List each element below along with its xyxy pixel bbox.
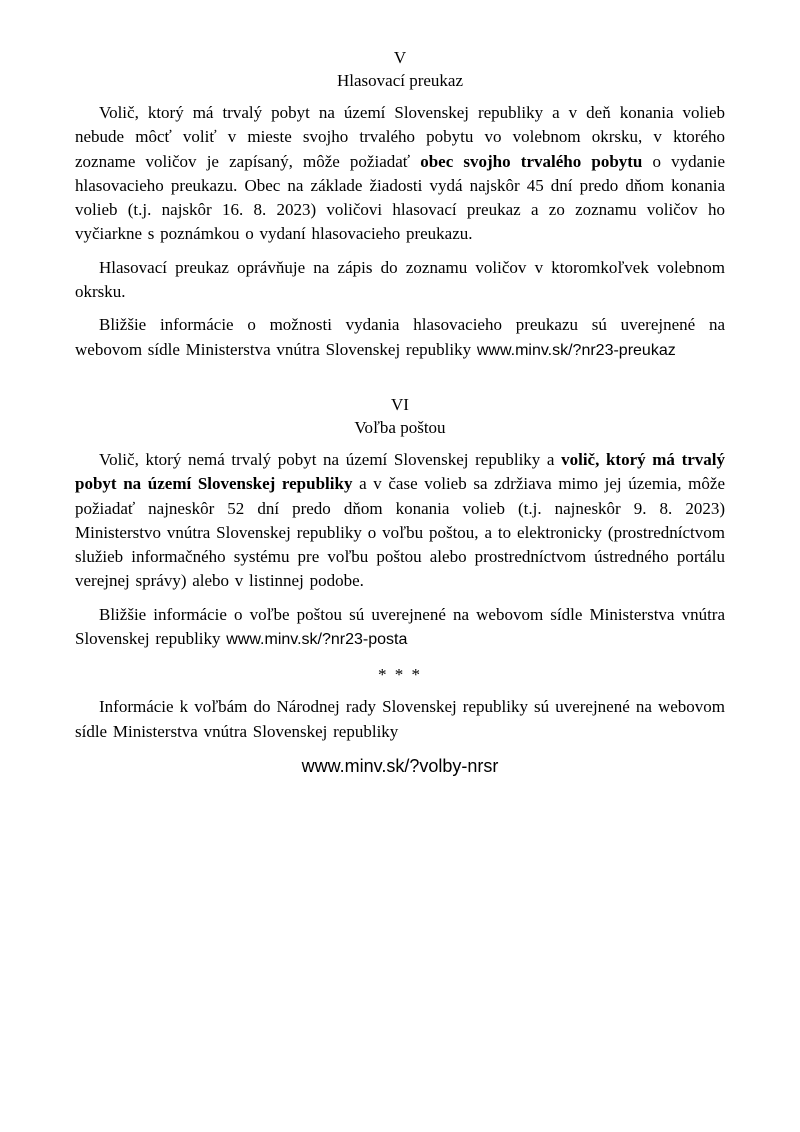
volby-nrsr-link[interactable]: www.minv.sk/?volby-nrsr	[301, 755, 499, 776]
paragraph-bold-text: volič, ktorý má trvalý pobyt na území Slovenskej republiky	[75, 449, 725, 494]
section-vi-title: Voľba poštou	[354, 417, 446, 437]
asterisk-separator: * * *	[378, 665, 422, 685]
section-v-paragraph-2: Hlasovací preukaz oprávňuje na zápis do zoznamu voličov v ktoromkoľvek volebnom okrsku.	[75, 257, 725, 302]
paragraph-text: Bližšie informácie o možnosti vydania hlasovacieho preukazu sú uverejnené na webovom sídle Ministerstva vnútra Slovenskej republiky	[75, 315, 725, 359]
paragraph-bold-text: obec svojho trvalého pobytu	[420, 151, 643, 171]
paragraph-text: o vydanie hlasovacieho preukazu. Obec na základe žiadosti vydá najskôr 45 dní predo dňom konania volieb (t.j. najskôr 16. 8. 2023) voličovi hlasovací preukaz a zo zoznamu voličov ho vyčiarkne s poznámkou o vydaní hlasovacieho preukazu.	[75, 151, 725, 244]
section-v-paragraph-1	[75, 101, 725, 247]
footer-paragraph: Informácie k voľbám do Národnej rady Slovenskej republiky sú uverejnené na webovom sídle Ministerstva vnútra Slovenskej republiky	[75, 697, 725, 741]
footer-url-container	[75, 754, 725, 778]
section-v-title: Hlasovací preukaz	[336, 71, 464, 90]
paragraph-text: Volič, ktorý má trvalý pobyt na území Slovenskej republiky a v deň konania volieb nebude môcť voliť v mieste svojho trvalého pobytu vo volebnom okrsku, v ktorého zozname voličov je zapísaný, môže požiadať	[75, 103, 725, 171]
section-vi-paragraph-1	[75, 448, 725, 594]
preukaz-info-link[interactable]: www.minv.sk/?nr23-preukaz	[476, 341, 676, 359]
section-vi-number: VI	[391, 394, 409, 414]
paragraph-text: a v čase volieb sa zdržiava mimo jej územia, môže požiadať najneskôr 52 dní predo dňom konania volieb (t.j. najneskôr 9. 8. 2023) Ministerstvo vnútra Slovenskej republiky o voľbu poštou, a to elektronicky (prostredníctvom služieb informačného systému pre voľbu poštou alebo prostredníctvom ústredného portálu verejnej správy) alebo v listinnej podobe.	[75, 474, 725, 591]
section-v-paragraph-3	[75, 313, 725, 363]
paragraph-text: Volič, ktorý nemá trvalý pobyt na území Slovenskej republiky a	[99, 449, 562, 469]
paragraph-text: Bližšie informácie o voľbe poštou sú uverejnené na webovom sídle Ministerstva vnútra Slovenskej republiky	[75, 604, 725, 649]
section-v-number: V	[393, 48, 407, 67]
posta-info-link[interactable]: www.minv.sk/?nr23-posta	[226, 631, 408, 649]
section-vi-paragraph-2	[75, 603, 725, 653]
